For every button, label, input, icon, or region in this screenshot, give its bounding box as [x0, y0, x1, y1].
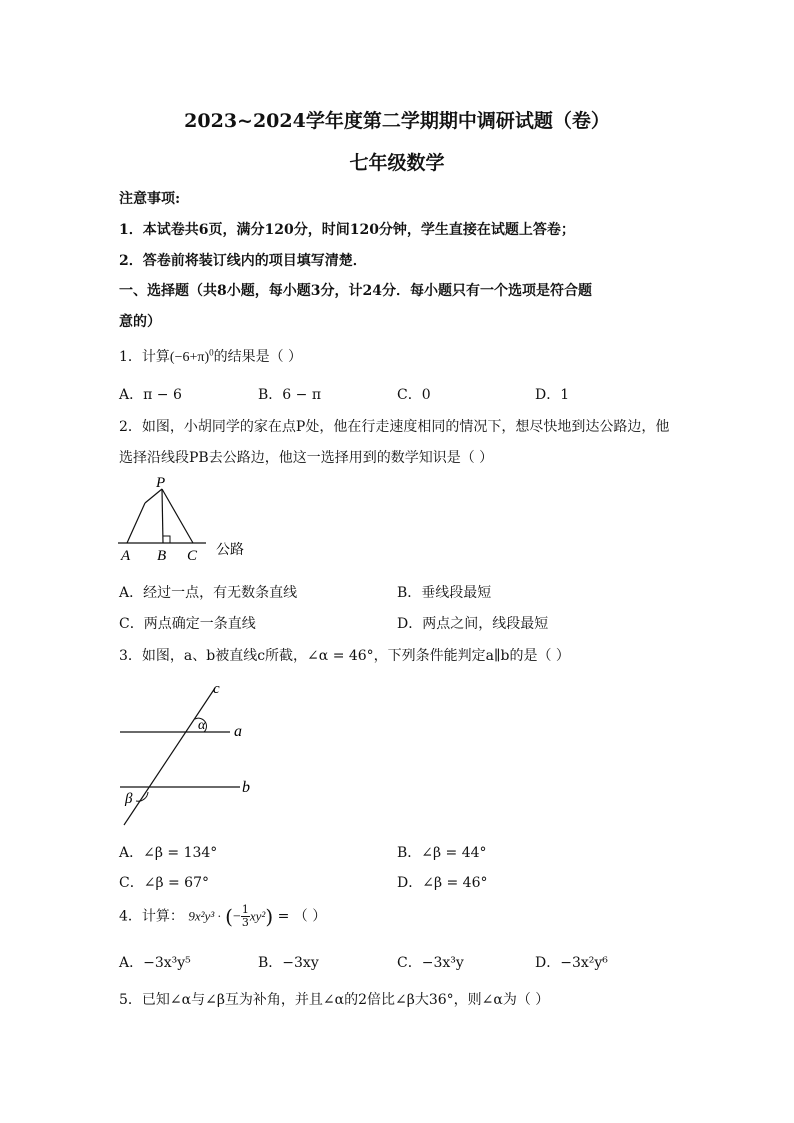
q3-figure — [112, 676, 272, 828]
q1-option-a[interactable]: A．π − 6 — [119, 387, 182, 403]
question-1 — [119, 346, 302, 366]
label-b: B — [157, 548, 167, 564]
q4-option-c[interactable]: C．−3x³y — [397, 955, 464, 971]
road-label: 公路 — [216, 543, 244, 558]
q4-fraction: $\frac{1}{3}$ — [241, 903, 249, 929]
q2-figure — [110, 475, 280, 567]
q1-option-c[interactable]: C．0 — [397, 387, 431, 403]
right-angle-mark — [163, 536, 170, 543]
section1-heading-cont: 意的） — [119, 314, 161, 330]
label-a: A — [121, 548, 131, 564]
exam-title: 2023~2024学年度第二学期期中调研试题（卷） — [184, 110, 610, 132]
question-5: 5．已知∠α与∠β互为补角，并且∠α的2倍比∠β大36°，则∠α为（ ） — [119, 992, 550, 1008]
exam-subtitle: 七年级数学 — [349, 152, 445, 174]
label-alpha: α — [198, 718, 206, 733]
q4-expression-right: xy² — [249, 908, 266, 924]
question-2-line-2: 选择沿线段PB去公路边，他这一选择用到的数学知识是（ ） — [119, 450, 494, 466]
question-2-line-1: 2．如图，小胡同学的家在点P处，他在行走速度相同的情况下，想尽快地到达公路边，他 — [119, 419, 670, 435]
q3-option-c[interactable]: C．∠β = 67° — [119, 875, 209, 891]
q1-expression: $(-6+\pi)^0$ — [169, 347, 214, 365]
q4-suffix: = （ ） — [277, 908, 327, 925]
q1-suffix: 的结果是（ ） — [213, 349, 303, 365]
q3-option-b[interactable]: B．∠β = 44° — [397, 845, 487, 861]
line-c — [124, 688, 215, 825]
label-a-line: a — [234, 723, 242, 740]
q4-option-d[interactable]: D．−3x²y⁶ — [535, 955, 608, 971]
q2-option-b[interactable]: B．垂线段最短 — [397, 585, 492, 601]
q1-option-d[interactable]: D．1 — [535, 387, 570, 403]
notes-heading: 注意事项: — [119, 191, 181, 207]
q3-option-a[interactable]: A．∠β = 134° — [119, 845, 218, 861]
label-beta: β — [125, 791, 133, 807]
label-c-line: c — [213, 681, 220, 697]
q2-option-a[interactable]: A．经过一点，有无数条直线 — [119, 585, 298, 601]
q1-option-b[interactable]: B．6 − π — [258, 387, 322, 403]
q4-expression-left: 9x²y³ · — [188, 908, 221, 924]
q3-option-d[interactable]: D．∠β = 46° — [397, 875, 488, 891]
section1-heading: 一、选择题（共8小题，每小题3分，计24分．每小题只有一个选项是符合题 — [119, 283, 592, 299]
question-3: 3．如图，a、b被直线c所截，∠α = 46°，下列条件能判定a∥b的是（ ） — [119, 648, 570, 664]
q2-option-c[interactable]: C．两点确定一条直线 — [119, 616, 256, 632]
q4-prefix: 4．计算： — [119, 908, 184, 925]
label-p: P — [156, 475, 166, 491]
q1-prefix: 1．计算 — [119, 349, 170, 365]
label-b-line: b — [242, 779, 250, 796]
q4-option-b[interactable]: B．−3xy — [258, 955, 319, 971]
q2-option-d[interactable]: D．两点之间，线段最短 — [397, 616, 549, 632]
segment-pb — [162, 489, 163, 543]
label-c: C — [187, 548, 198, 564]
question-4: 4．计算： 9x²y³ · (− $\frac{1}{3}$ xy²) = （ ） — [119, 903, 327, 929]
notes-item-2: 2．答卷前将装订线内的项目填写清楚． — [119, 253, 367, 269]
q4-option-a[interactable]: A．−3x³y⁵ — [119, 955, 191, 971]
notes-item-1: 1．本试卷共6页，满分120分，时间120分钟，学生直接在试题上答卷； — [119, 222, 575, 238]
